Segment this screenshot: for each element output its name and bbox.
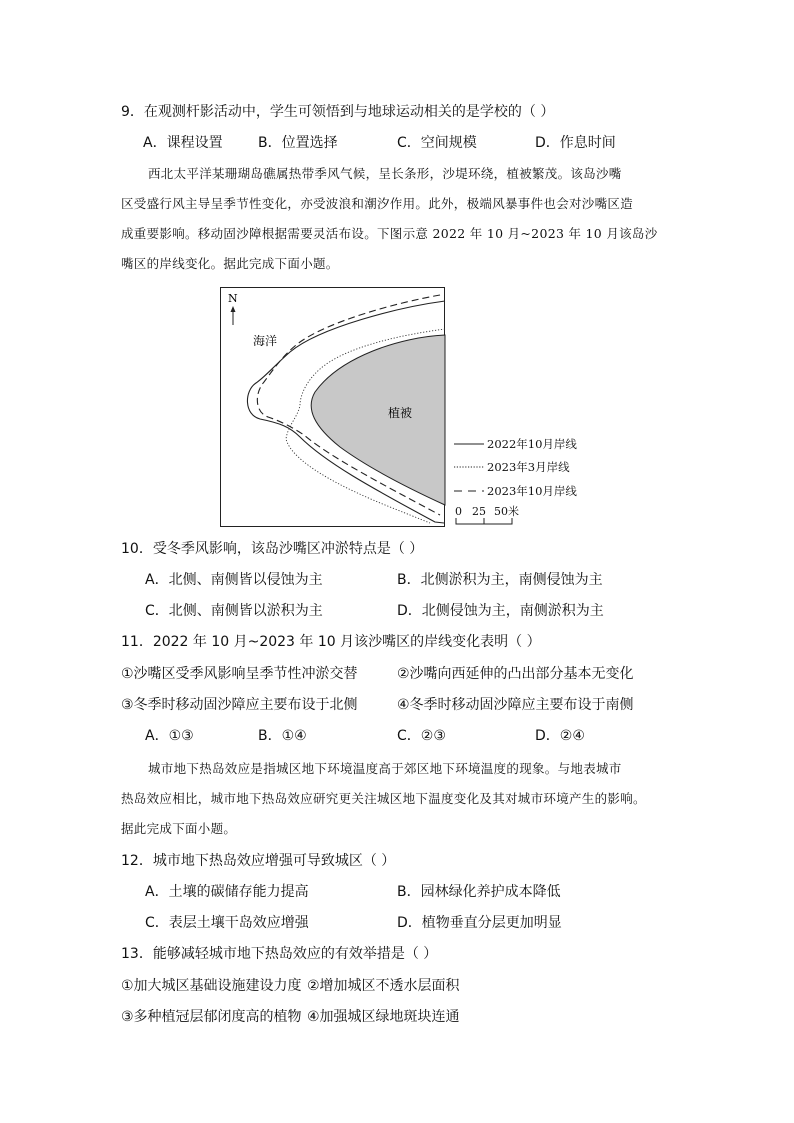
q9-stem: 9．在观测杆影活动中，学生可领悟到与地球运动相关的是学校的（ ） xyxy=(121,104,555,120)
q11-statement-1: ①沙嘴区受季风影响呈季节性冲淤交替 xyxy=(121,666,358,682)
q10-option-c: C．北侧、南侧皆以淤积为主 xyxy=(145,603,323,619)
q13-statement-4: ④加强城区绿地斑块连通 xyxy=(307,1009,460,1025)
passage2-line1: 城市地下热岛效应是指城区地下环境温度高于郊区地下环境温度的现象。与地表城市 xyxy=(148,761,622,776)
q12-option-b: B．园林绿化养护成本降低 xyxy=(397,884,561,900)
legend-2022-oct: 2022年10月岸线 xyxy=(487,437,577,451)
q12-stem: 12．城市地下热岛效应增强可导致城区（ ） xyxy=(121,853,396,869)
passage2-line2: 热岛效应相比，城市地下热岛效应研究更关注城区地下温度变化及其对城市环境产生的影响。 xyxy=(121,791,646,806)
q11-statement-4: ④冬季时移动固沙障应主要布设于南侧 xyxy=(397,697,634,713)
legend-symbols xyxy=(452,436,492,496)
q13-stem: 13．能够减轻城市地下热岛效应的有效举措是（ ） xyxy=(121,946,438,962)
scale-label-25: 25 xyxy=(472,505,486,518)
q12-option-d: D．植物垂直分层更加明显 xyxy=(397,915,562,931)
passage2-line3: 据此完成下面小题。 xyxy=(121,821,237,836)
scale-label-0: 0 xyxy=(455,505,462,518)
q10-option-b: B．北侧淤积为主，南侧侵蚀为主 xyxy=(397,572,603,588)
shoreline-map xyxy=(220,287,446,528)
legend-2023-mar: 2023年3月岸线 xyxy=(487,460,570,474)
passage1-line1: 西北太平洋某珊瑚岛礁属热带季风气候，呈长条形，沙堤环绕，植被繁茂。该岛沙嘴 xyxy=(148,166,622,181)
q9-option-b: B．位置选择 xyxy=(258,135,338,151)
q12-option-c: C．表层土壤干岛效应增强 xyxy=(145,915,309,931)
passage1-line4: 嘴区的岸线变化。据此完成下面小题。 xyxy=(121,256,339,271)
q9-option-a: A．课程设置 xyxy=(143,135,223,151)
q11-option-c: C．②③ xyxy=(397,728,446,744)
q13-statement-3: ③多种植冠层郁闭度高的植物 xyxy=(121,1009,302,1025)
q13-statement-2: ②增加城区不透水层面积 xyxy=(307,978,460,994)
q13-statement-1: ①加大城区基础设施建设力度 xyxy=(121,978,302,994)
q12-option-a: A．土壤的碳储存能力提高 xyxy=(145,884,309,900)
q9-option-c: C．空间规模 xyxy=(397,135,477,151)
ocean-label: 海洋 xyxy=(253,334,278,348)
q11-statement-3: ③冬季时移动固沙障应主要布设于北侧 xyxy=(121,697,358,713)
passage1-line2: 区受盛行风主导呈季节性变化，亦受波浪和潮汐作用。此外，极端风暴事件也会对沙嘴区造 xyxy=(121,196,634,211)
q9-option-d: D．作息时间 xyxy=(535,135,616,151)
scale-label-50: 50米 xyxy=(494,505,519,518)
q10-option-a: A．北侧、南侧皆以侵蚀为主 xyxy=(145,572,323,588)
scale-bar xyxy=(454,518,518,526)
q11-option-b: B．①④ xyxy=(258,728,307,744)
q11-statement-2: ②沙嘴向西延伸的凸出部分基本无变化 xyxy=(397,666,634,682)
q11-option-a: A．①③ xyxy=(145,728,194,744)
q10-option-d: D．北侧侵蚀为主，南侧淤积为主 xyxy=(397,603,604,619)
vegetation-label: 植被 xyxy=(388,406,413,420)
north-label: N xyxy=(228,292,238,305)
q11-stem: 11．2022 年 10 月~2023 年 10 月该沙嘴区的岸线变化表明（ ） xyxy=(121,634,541,650)
q10-stem: 10．受冬季风影响，该岛沙嘴区冲淤特点是（ ） xyxy=(121,541,424,557)
legend-2023-oct: 2023年10月岸线 xyxy=(487,484,577,498)
passage1-line3: 成重要影响。移动固沙障根据需要灵活布设。下图示意 2022 年 10 月~2023 年 10 月该岛沙 xyxy=(121,226,658,241)
q11-option-d: D．②④ xyxy=(535,728,585,744)
